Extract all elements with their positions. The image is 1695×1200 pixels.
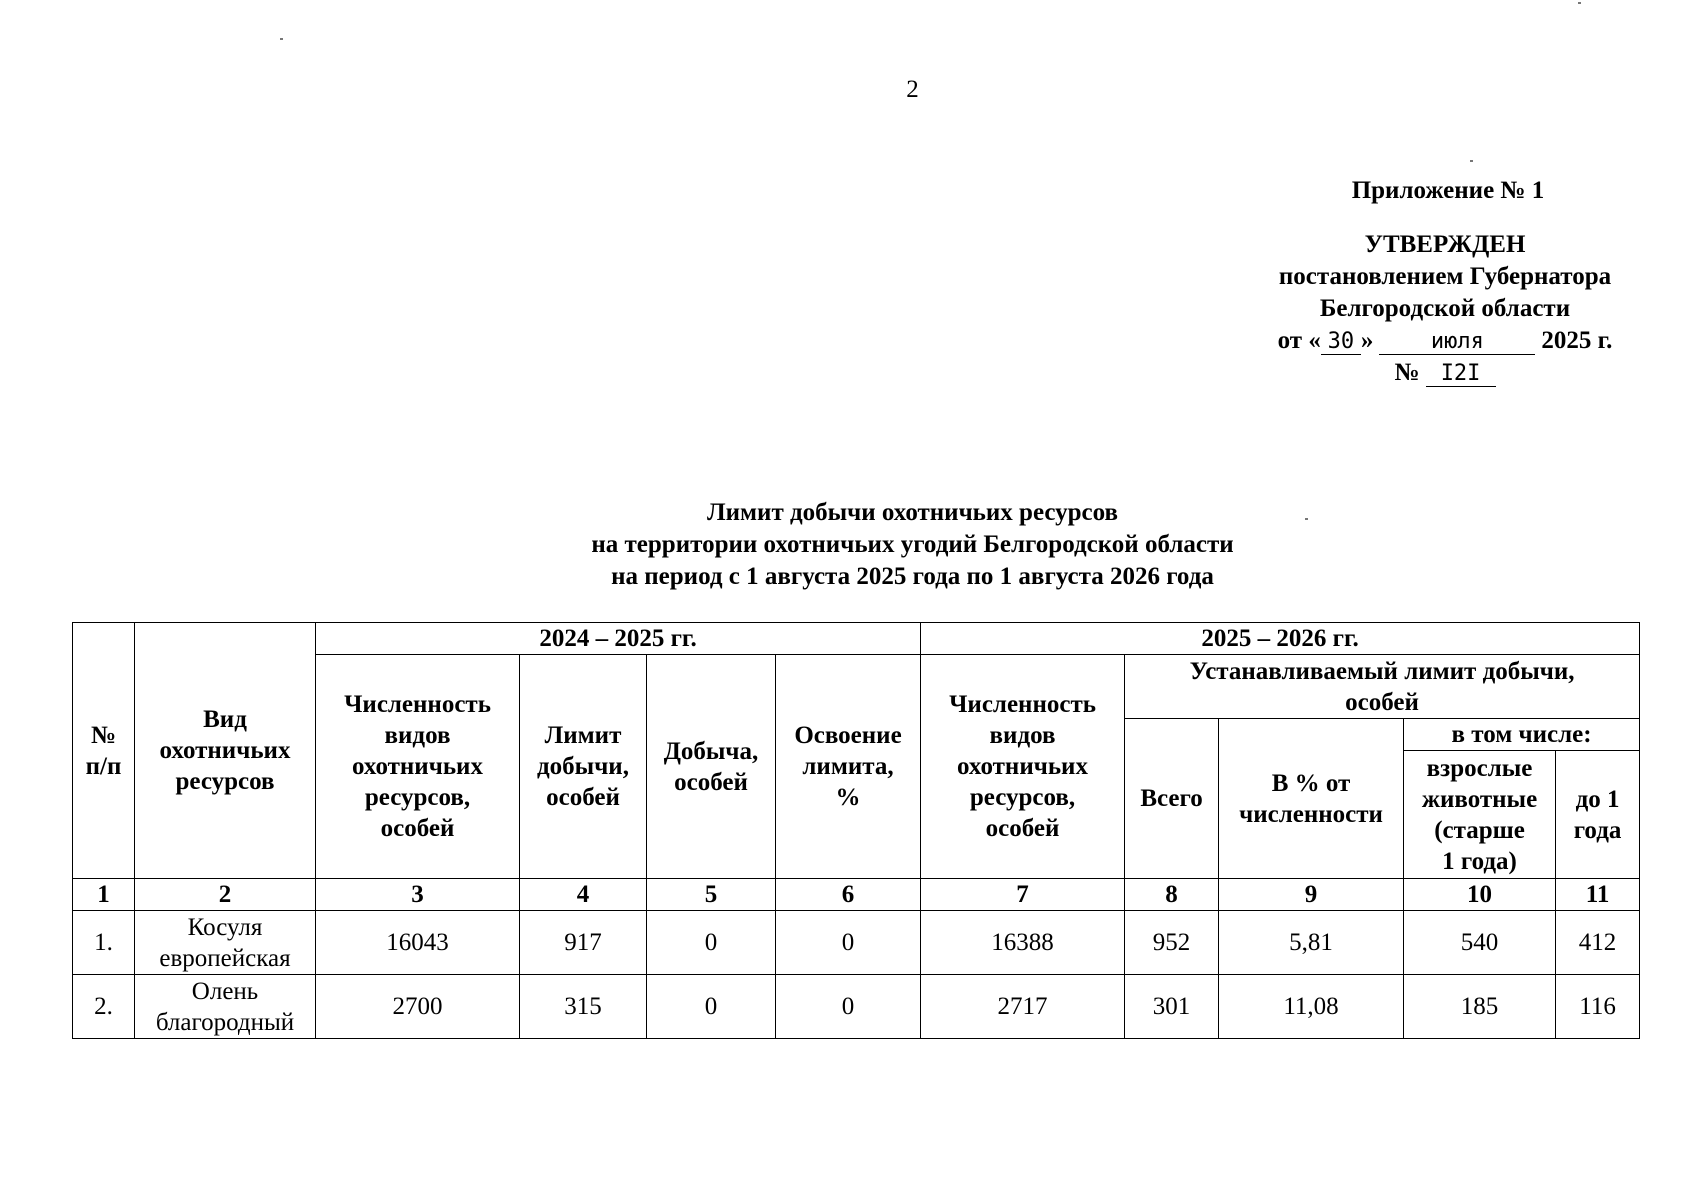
column-number: 7 <box>921 879 1125 911</box>
row-harvest: 0 <box>647 975 776 1039</box>
table-row <box>73 975 1640 1039</box>
row-young: 412 <box>1556 911 1640 975</box>
row-limit-2024: 315 <box>520 975 647 1039</box>
row-utilization: 0 <box>776 975 921 1039</box>
approval-number <box>1230 357 1660 389</box>
approval-block <box>1230 175 1660 389</box>
table-row <box>73 911 1640 975</box>
date-year: 2025 г. <box>1541 327 1613 354</box>
number-prefix: № <box>1394 359 1420 386</box>
scan-speck <box>280 38 283 40</box>
row-total: 301 <box>1125 975 1219 1039</box>
column-number: 8 <box>1125 879 1219 911</box>
row-adults: 185 <box>1404 975 1556 1039</box>
header-harvest: Добыча, особей <box>647 655 776 879</box>
row-species: Олень благородный <box>135 975 316 1039</box>
header-including: в том числе: <box>1404 719 1640 751</box>
title-line-1: Лимит добычи охотничьих ресурсов <box>706 499 1119 526</box>
row-adults: 540 <box>1404 911 1556 975</box>
date-day: 30 <box>1321 330 1361 355</box>
header-adults: взрослые животные (старше 1 года) <box>1404 751 1556 879</box>
approval-date <box>1230 325 1660 357</box>
date-month: июля <box>1379 330 1535 355</box>
approved-label: УТВЕРЖДЕН <box>1364 231 1526 258</box>
column-number: 6 <box>776 879 921 911</box>
row-utilization: 0 <box>776 911 921 975</box>
header-percent: В % от численности <box>1219 719 1404 879</box>
column-number: 11 <box>1556 879 1640 911</box>
limits-table <box>72 622 1640 1039</box>
column-number: 2 <box>135 879 316 911</box>
column-number: 1 <box>73 879 135 911</box>
column-number: 9 <box>1219 879 1404 911</box>
header-population-2025: Численность видов охотничьих ресурсов, особей <box>921 655 1125 879</box>
row-population-2025: 2717 <box>921 975 1125 1039</box>
scan-speck <box>1470 160 1473 162</box>
page-number: 2 <box>906 76 919 103</box>
title-line-2: на территории охотничьих угодий Белгородской области <box>591 531 1234 558</box>
appendix-label: Приложение № 1 <box>1351 177 1545 204</box>
approved-by-line1: постановлением Губернатора <box>1278 263 1612 290</box>
header-population-2024: Численность видов охотничьих ресурсов, особей <box>316 655 520 879</box>
number-value: I2I <box>1426 362 1496 387</box>
row-num: 2. <box>73 975 135 1039</box>
header-species: Вид охотничьих ресурсов <box>135 623 316 879</box>
document-title <box>0 497 1695 593</box>
row-harvest: 0 <box>647 911 776 975</box>
row-total: 952 <box>1125 911 1219 975</box>
header-period-2025-2026: 2025 – 2026 гг. <box>921 623 1640 655</box>
column-number: 3 <box>316 879 520 911</box>
row-population-2025: 16388 <box>921 911 1125 975</box>
date-mid: » <box>1360 327 1374 354</box>
column-number: 4 <box>520 879 647 911</box>
column-number: 10 <box>1404 879 1556 911</box>
header-utilization: Освоение лимита, % <box>776 655 921 879</box>
row-percent: 11,08 <box>1219 975 1404 1039</box>
header-row-periods <box>73 623 1640 655</box>
row-population-2024: 2700 <box>316 975 520 1039</box>
header-young: до 1 года <box>1556 751 1640 879</box>
column-number-row <box>73 879 1640 911</box>
approved-by-line2: Белгородской области <box>1319 295 1571 322</box>
header-limit-2024: Лимит добычи, особей <box>520 655 647 879</box>
row-num: 1. <box>73 911 135 975</box>
header-established-limit: Устанавливаемый лимит добычи, особей <box>1125 655 1640 719</box>
column-number: 5 <box>647 879 776 911</box>
scan-speck <box>1578 2 1581 4</box>
row-young: 116 <box>1556 975 1640 1039</box>
date-prefix: от « <box>1277 327 1321 354</box>
row-population-2024: 16043 <box>316 911 520 975</box>
row-species: Косуля европейская <box>135 911 316 975</box>
scan-speck <box>1305 518 1308 520</box>
header-num: № п/п <box>73 623 135 879</box>
row-limit-2024: 917 <box>520 911 647 975</box>
row-percent: 5,81 <box>1219 911 1404 975</box>
header-period-2024-2025: 2024 – 2025 гг. <box>316 623 921 655</box>
header-total: Всего <box>1125 719 1219 879</box>
title-line-3: на период с 1 августа 2025 года по 1 августа 2026 года <box>611 563 1214 590</box>
